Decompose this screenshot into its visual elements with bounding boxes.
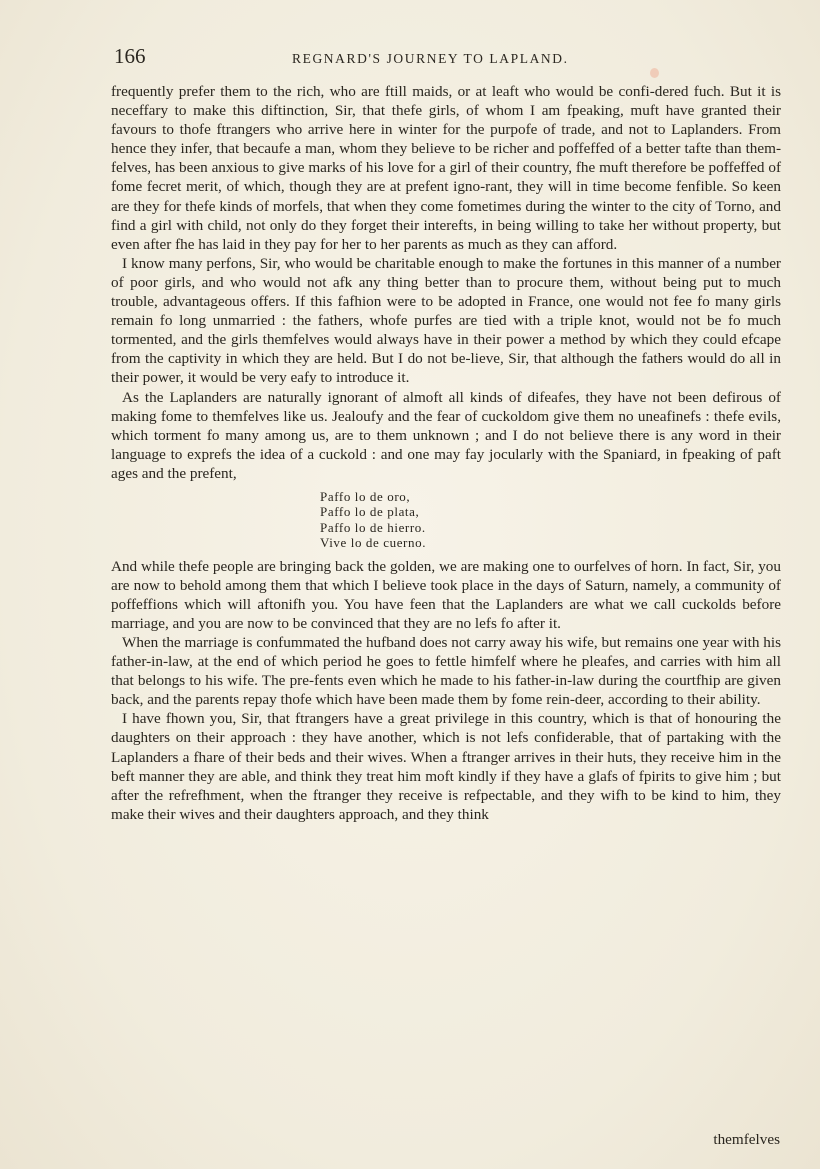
spanish-verse	[320, 489, 781, 551]
paragraph-2: I know many perfons, Sir, who would be charitable enough to make the fortunes in this manner of a number of poor girls, and who would not afk any thing better than to procure them, without being put to much trouble, advantageous offers. If this fafhion were to be adopted in France, one would not fee fo many girls remain fo long unmarried : the fathers, whofe purfes are tied with a triple knot, would not be fo much tormented, and the girls themfelves would always have in their power a method by which they could efcape from the captivity in which they are held. But I do not be-lieve, Sir, that although the fathers would do all in their power, it would be very eafy to introduce it.	[111, 254, 781, 387]
body-text	[111, 82, 781, 824]
running-head: REGNARD'S JOURNEY TO LAPLAND.	[292, 51, 569, 66]
paragraph-5: When the marriage is confummated the hufband does not carry away his wife, but remains one year with his father-in-law, at the end of which period he goes to fettle himfelf where he pleafes, and carries with him all that belongs to his wife. The pre-fents even which he made to his father-in-law during the courtfhip are given back, and the parents repay thofe which have been made them by fome rein-deer, according to their ability.	[111, 633, 781, 709]
page-number: 166	[114, 44, 146, 68]
verse-line-1: Paffo lo de oro,	[320, 488, 411, 504]
verse-line-4: Vive lo de cuerno.	[320, 535, 427, 551]
paragraph-6: I have fhown you, Sir, that ftrangers have a great privilege in this country, which is that of honouring the daughters on their approach : they have another, which is not lefs confiderable, that of partaking with the Laplanders a fhare of their beds and their wives. When a ftranger arrives in their huts, they receive him in the beft manner they are able, and think they treat him moft kindly if they have a glafs of fpirits to give him ; but after the refrefhment, when the ftranger they receive is refpectable, and they wifh to be kind to him, they make their wives and their daughters approach, and they think	[111, 710, 781, 823]
paragraph-1: frequently prefer them to the rich, who are ftill maids, or at leaft who would be confi-dered fuch. But it is neceffary to make this diftinction, Sir, that thefe girls, of whom I am fpeaking, muft have granted their favours to thofe ftrangers who arrive here in winter for the purpofe of trade, and not to Laplanders. From hence they infer, that becaufe a man, whom they believe to be richer and poffeffed of a better tafte than them-felves, has been anxious to give marks of his love for a girl of their country, fhe muft therefore be poffeffed of fome fecret merit, of which, though they are at prefent igno-rant, they will in time become fenfible. So keen are they for thefe kinds of morfels, that when they come fometimes during the winter to the city of Torno, and find a girl with child, not only do they forget their interefts, in being willing to take her without property, but even after fhe has laid in they pay for her to her parents as much as they can afford.	[111, 83, 781, 253]
paragraph-3: As the Laplanders are naturally ignorant of almoft all kinds of difeafes, they have not been defirous of making fome to themfelves like us. Jealoufy and the fear of cuckoldom give them no uneafinefs : thefe evils, which torment fo many among us, are to them unknown ; and I do not believe there is any word in their language to exprefs the idea of a cuckold : and one may fay jocularly with the Spaniard, in fpeaking of paft ages and the prefent,	[111, 388, 781, 482]
verse-line-3: Paffo lo de hierro.	[320, 519, 426, 535]
verse-line-2: Paffo lo de plata,	[320, 504, 420, 520]
paragraph-4: And while thefe people are bringing back the golden, we are making one to ourfelves of horn. In fact, Sir, you are now to behold among them that which I believe took place in the days of Saturn, namely, a community of poffeffions which will aftonifh you. You have feen that the Laplanders are what we call cuckolds before marriage, and you are now to be convinced that they are no lefs fo after it.	[111, 557, 781, 632]
catchword: themfelves	[713, 1131, 780, 1148]
page-header	[114, 44, 784, 74]
